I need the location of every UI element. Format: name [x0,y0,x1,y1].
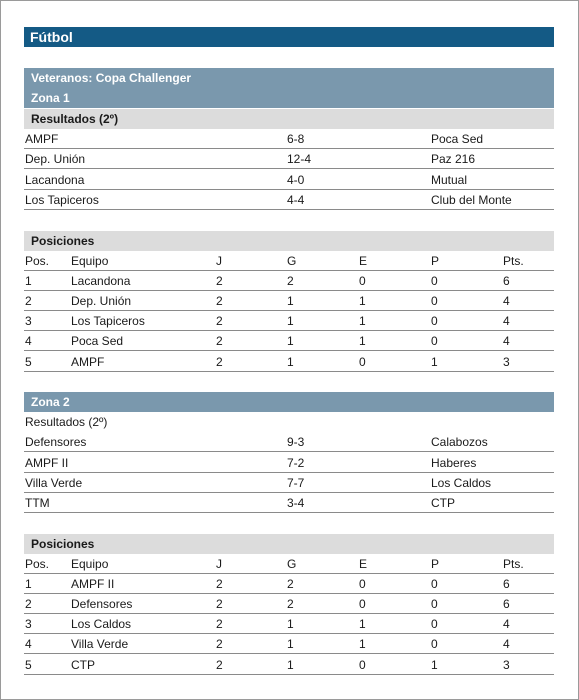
drawn: 1 [359,617,366,631]
lost: 0 [431,334,438,348]
col-pts-header: Pts. [503,557,524,571]
won: 1 [287,314,294,328]
lost: 0 [431,294,438,308]
won: 1 [287,334,294,348]
team: Los Caldos [71,617,132,631]
result-row [24,190,554,210]
won: 1 [287,294,294,308]
team: AMPF [71,355,105,369]
team: CTP [71,658,95,672]
lost: 0 [431,577,438,591]
away-team: CTP [431,496,455,510]
away-team: Club del Monte [431,193,512,207]
col-pos-header: Pos. [25,557,50,571]
col-p-header: P [431,254,440,268]
standings-row [24,655,554,675]
score: 9-3 [287,435,305,449]
score: 4-0 [287,173,305,187]
score: 12-4 [287,152,312,166]
home-team: TTM [25,496,50,510]
standings-row [24,331,554,351]
zona2-results-label-text: Resultados (2º) [25,415,108,429]
lost: 0 [431,597,438,611]
zona1-results-label: Resultados (2º) [24,109,554,129]
points: 4 [503,617,510,631]
tournament-header: Veteranos: Copa Challenger [24,68,554,88]
score: 7-7 [287,476,305,490]
won: 2 [287,274,294,288]
standings-row [24,311,554,331]
zona2-standings-label: Posiciones [24,534,554,554]
home-team: AMPF [25,132,59,146]
drawn: 0 [359,597,366,611]
points: 4 [503,334,510,348]
home-team: Los Tapiceros [25,193,99,207]
won: 2 [287,577,294,591]
team: Villa Verde [71,637,129,651]
standings-header-row [24,554,554,574]
drawn: 1 [359,334,366,348]
away-team: Haberes [431,456,477,470]
result-row [24,432,554,452]
home-team: Defensores [25,435,87,449]
team: Los Tapiceros [71,314,145,328]
played: 2 [216,658,223,672]
lost: 0 [431,637,438,651]
drawn: 0 [359,658,366,672]
played: 2 [216,334,223,348]
result-row [24,493,554,513]
pos: 4 [25,334,32,348]
zona2-results-label [24,412,554,432]
team: Poca Sed [71,334,124,348]
points: 4 [503,294,510,308]
lost: 0 [431,274,438,288]
col-pts-header: Pts. [503,254,524,268]
col-j-header: J [216,557,222,571]
standings-row [24,614,554,634]
won: 1 [287,355,294,369]
pos: 1 [25,274,32,288]
standings-row [24,352,554,372]
played: 2 [216,314,223,328]
pos: 4 [25,637,32,651]
played: 2 [216,294,223,308]
lost: 1 [431,658,438,672]
pos: 3 [25,617,32,631]
won: 1 [287,637,294,651]
away-team: Calabozos [431,435,488,449]
points: 6 [503,274,510,288]
won: 1 [287,658,294,672]
pos: 5 [25,658,32,672]
drawn: 1 [359,637,366,651]
page-title: Fútbol [24,27,554,47]
points: 3 [503,355,510,369]
drawn: 1 [359,314,366,328]
played: 2 [216,597,223,611]
standings-row [24,291,554,311]
drawn: 0 [359,355,366,369]
score: 4-4 [287,193,305,207]
result-row [24,453,554,473]
col-team-header: Equipo [71,254,109,268]
score: 6-8 [287,132,305,146]
score: 3-4 [287,496,305,510]
col-e-header: E [359,557,368,571]
team: Lacandona [71,274,131,288]
away-team: Los Caldos [431,476,492,490]
lost: 0 [431,617,438,631]
pos: 2 [25,597,32,611]
won: 2 [287,597,294,611]
points: 4 [503,637,510,651]
played: 2 [216,355,223,369]
pos: 1 [25,577,32,591]
home-team: Dep. Unión [25,152,86,166]
played: 2 [216,274,223,288]
standings-row [24,594,554,614]
result-row [24,149,554,169]
col-j-header: J [216,254,222,268]
away-team: Paz 216 [431,152,476,166]
team: AMPF II [71,577,115,591]
played: 2 [216,617,223,631]
points: 6 [503,577,510,591]
team: Dep. Unión [71,294,132,308]
lost: 1 [431,355,438,369]
points: 3 [503,658,510,672]
pos: 5 [25,355,32,369]
zona2-header: Zona 2 [24,392,554,412]
away-team: Mutual [431,173,468,187]
result-row [24,170,554,190]
played: 2 [216,577,223,591]
standings-header-row [24,251,554,271]
col-g-header: G [287,254,297,268]
team: Defensores [71,597,133,611]
standings-row [24,634,554,654]
col-g-header: G [287,557,297,571]
away-team: Poca Sed [431,132,484,146]
drawn: 0 [359,577,366,591]
zona1-standings-label: Posiciones [24,231,554,251]
home-team: AMPF II [25,456,69,470]
drawn: 0 [359,274,366,288]
score: 7-2 [287,456,305,470]
home-team: Lacandona [25,173,85,187]
col-team-header: Equipo [71,557,109,571]
col-pos-header: Pos. [25,254,50,268]
standings-row [24,574,554,594]
lost: 0 [431,314,438,328]
pos: 2 [25,294,32,308]
result-row [24,473,554,493]
won: 1 [287,617,294,631]
col-p-header: P [431,557,440,571]
standings-row [24,271,554,291]
points: 6 [503,597,510,611]
points: 4 [503,314,510,328]
home-team: Villa Verde [25,476,83,490]
drawn: 1 [359,294,366,308]
zona1-header: Zona 1 [24,88,554,108]
played: 2 [216,637,223,651]
result-row [24,129,554,149]
col-e-header: E [359,254,368,268]
pos: 3 [25,314,32,328]
